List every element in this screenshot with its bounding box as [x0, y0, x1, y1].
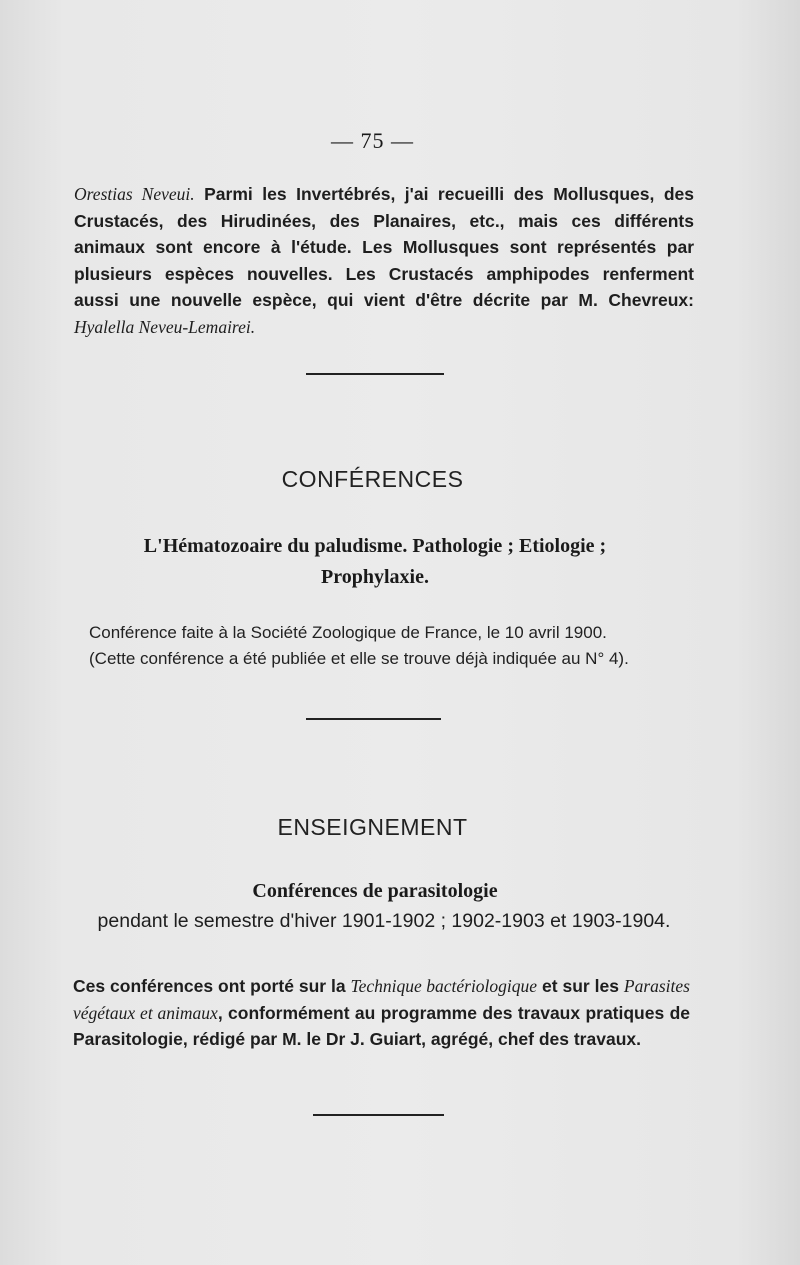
- enseignement-text-a: Ces conférences ont porté sur la: [73, 976, 351, 996]
- conferences-heading: CONFÉRENCES: [281, 466, 464, 492]
- genus-name: Orestias Neveui.: [74, 184, 195, 204]
- conference-line1: Conférence faite à la Société Zoologique de France, le 10 avril 1900.: [89, 623, 607, 642]
- enseignement-subtitle: Conférences de parasitologie: [252, 880, 498, 902]
- enseignement-text-c: , conformément au programme des travaux pratiques de Parasitologie, rédigé par M. le Dr J. Guiart, agrégé, chef des travaux.: [73, 1002, 690, 1049]
- conference-title: [80, 531, 670, 593]
- parasites-title: Parasites végétaux et animaux: [73, 976, 690, 1023]
- technique-title: Technique bactériologique: [350, 976, 538, 996]
- section-divider: [306, 373, 444, 375]
- conference-line2: (Cette conférence a été publiée et elle se trouve déjà indiquée au N° 4).: [89, 649, 629, 668]
- intro-paragraph: [74, 181, 694, 340]
- enseignement-paragraph: [73, 973, 690, 1053]
- intro-text: Parmi les Invertébrés, j'ai recueilli des Mollusques, des Crustacés, des Hirudinées, des Planaires, etc., mais ces différents animaux sont encore à l'étude. Les Mollusques sont représentés par plusieurs espèces nouvelles. Les Crustacés amphipodes renferment aussi une nouvelle espèce, qui vient d'être décrite par M. Chevreux:: [74, 184, 694, 310]
- page-number: — 75 —: [331, 128, 414, 153]
- enseignement-heading: ENSEIGNEMENT: [277, 814, 468, 840]
- conference-title-line1: L'Hématozoaire du paludisme. Pathologie ; Etiologie ;: [143, 535, 607, 557]
- conference-title-line2: Prophylaxie.: [321, 566, 429, 588]
- enseignement-text-b: et sur les: [537, 976, 624, 996]
- semester-line: pendant le semestre d'hiver 1901-1902 ; 1902-1903 et 1903-1904.: [97, 910, 671, 932]
- conference-details: [89, 620, 699, 672]
- species-name: Hyalella Neveu-Lemairei.: [74, 316, 256, 337]
- section-divider: [313, 1114, 444, 1116]
- section-divider: [306, 718, 441, 720]
